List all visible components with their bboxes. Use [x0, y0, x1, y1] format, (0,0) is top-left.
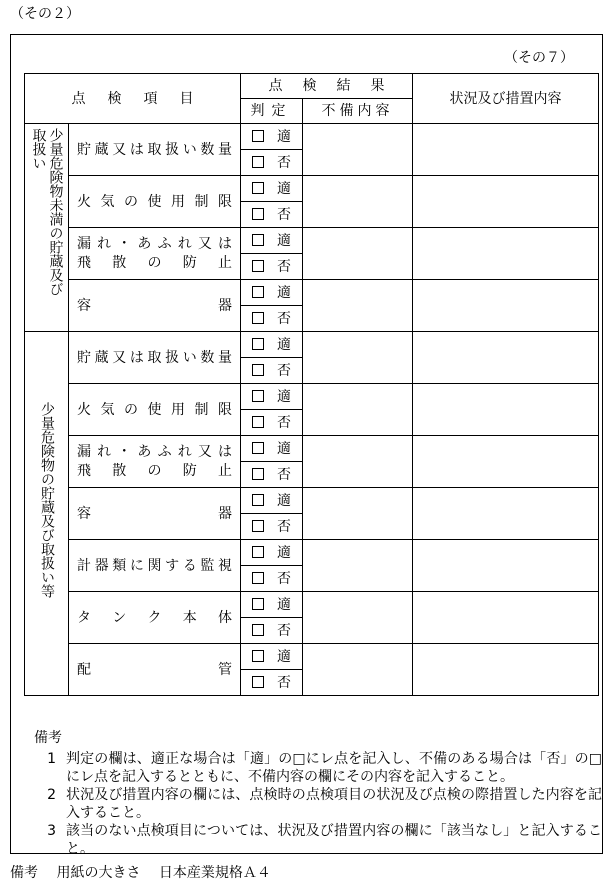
inspection-item-cell — [69, 488, 241, 540]
judge-ok-label: 適 — [277, 232, 291, 249]
inspection-item-cell — [69, 124, 241, 176]
judge-ok-cell — [241, 228, 303, 254]
defect-content-field[interactable] — [303, 488, 413, 540]
judge-ng-checkbox[interactable] — [252, 364, 264, 376]
header-inspection-result: 点検結果 — [241, 74, 413, 99]
judge-ok-checkbox[interactable] — [252, 286, 264, 298]
judge-ng-cell — [241, 306, 303, 332]
defect-content-field[interactable] — [303, 644, 413, 696]
judge-ng-label: 否 — [277, 154, 291, 171]
defect-content-field[interactable] — [303, 228, 413, 280]
inspection-item-cell — [69, 540, 241, 592]
judge-ng-checkbox[interactable] — [252, 312, 264, 324]
group-label — [30, 128, 64, 323]
judge-ng-checkbox[interactable] — [252, 468, 264, 480]
status-measures-field[interactable] — [413, 332, 599, 384]
judge-ng-label: 否 — [277, 570, 291, 587]
judge-ok-label: 適 — [277, 648, 291, 665]
judge-ok-cell — [241, 332, 303, 358]
footer-text: 用紙の大きさ — [56, 865, 141, 881]
inspection-item-label: 配 管 — [77, 661, 232, 678]
paper-size-note — [10, 862, 271, 882]
status-measures-field[interactable] — [413, 436, 599, 488]
judge-ng-checkbox[interactable] — [252, 156, 264, 168]
judge-ng-cell — [241, 514, 303, 540]
inspection-item-label: タ ン ク 本 体 — [77, 609, 232, 626]
note-number: 1 — [47, 751, 56, 767]
group-label-cell — [25, 332, 69, 696]
judge-ng-cell — [241, 618, 303, 644]
status-measures-field[interactable] — [413, 228, 599, 280]
header-defect: 不備内容 — [303, 99, 413, 124]
judge-ok-label: 適 — [277, 440, 291, 457]
judge-ok-checkbox[interactable] — [252, 650, 264, 662]
status-measures-field[interactable] — [413, 384, 599, 436]
judge-ok-checkbox[interactable] — [252, 338, 264, 350]
judge-ng-cell — [241, 254, 303, 280]
group-label-cell — [25, 124, 69, 332]
judge-ng-checkbox[interactable] — [252, 520, 264, 532]
judge-ok-cell — [241, 384, 303, 410]
inspection-item-label: 飛 散 の 防 止 — [77, 462, 232, 479]
header-inspection-item: 点検項目 — [25, 74, 241, 124]
inspection-item-cell — [69, 644, 241, 696]
inspection-item-cell — [69, 176, 241, 228]
defect-content-field[interactable] — [303, 436, 413, 488]
judge-ng-checkbox[interactable] — [252, 676, 264, 688]
inspection-item-cell — [69, 384, 241, 436]
status-measures-field[interactable] — [413, 176, 599, 228]
notes-title: 備考 — [34, 730, 62, 746]
status-measures-field[interactable] — [413, 488, 599, 540]
group-label-line: 取扱い — [30, 128, 47, 170]
judge-ok-checkbox[interactable] — [252, 598, 264, 610]
judge-ng-label: 否 — [277, 466, 291, 483]
judge-ok-cell — [241, 436, 303, 462]
sheet-number-label: （その７） — [504, 50, 574, 66]
inspection-item-label: 漏 れ ・ あ ふ れ 又 は — [77, 443, 232, 460]
defect-content-field[interactable] — [303, 384, 413, 436]
judge-ng-checkbox[interactable] — [252, 416, 264, 428]
judge-ok-checkbox[interactable] — [252, 182, 264, 194]
inspection-item-cell — [69, 280, 241, 332]
status-measures-field[interactable] — [413, 644, 599, 696]
judge-ok-cell — [241, 280, 303, 306]
notes-section — [34, 729, 602, 858]
judge-ok-cell — [241, 488, 303, 514]
judge-ng-cell — [241, 150, 303, 176]
judge-ng-cell — [241, 202, 303, 228]
group-label-line: 少量危険物未満の貯蔵及び — [47, 128, 64, 296]
judge-ng-label: 否 — [277, 362, 291, 379]
judge-ok-cell — [241, 592, 303, 618]
note-item — [34, 750, 602, 786]
judge-ok-checkbox[interactable] — [252, 442, 264, 454]
inspection-item-label: 計 器 類 に 関 す る 監 視 — [77, 557, 232, 574]
judge-ok-label: 適 — [277, 128, 291, 145]
note-number: 2 — [47, 787, 56, 803]
status-measures-field[interactable] — [413, 280, 599, 332]
note-number: 3 — [47, 823, 56, 839]
judge-ok-label: 適 — [277, 180, 291, 197]
footer-label: 備考 — [10, 865, 38, 881]
inspection-item-label: 容 器 — [77, 297, 232, 314]
judge-ng-cell — [241, 566, 303, 592]
note-item — [34, 786, 602, 822]
judge-ng-checkbox[interactable] — [252, 260, 264, 272]
form-frame — [10, 34, 603, 857]
judge-ok-cell — [241, 176, 303, 202]
judge-ng-checkbox[interactable] — [252, 572, 264, 584]
judge-ok-cell — [241, 644, 303, 670]
inspection-item-label: 貯 蔵 又 は 取 扱 い 数 量 — [77, 349, 232, 366]
judge-ng-label: 否 — [277, 518, 291, 535]
judge-ng-checkbox[interactable] — [252, 208, 264, 220]
inspection-table — [24, 73, 599, 696]
note-text: 状況及び措置内容の欄には、点検時の点検項目の状況及び点検の際措置した内容を記入すること。 — [66, 787, 602, 821]
judge-ok-label: 適 — [277, 388, 291, 405]
judge-ng-cell — [241, 358, 303, 384]
judge-ok-label: 適 — [277, 336, 291, 353]
judge-ng-label: 否 — [277, 206, 291, 223]
group-label: 少量危険物の貯蔵及び取扱い等 — [39, 402, 55, 598]
defect-content-field[interactable] — [303, 332, 413, 384]
status-measures-field[interactable] — [413, 592, 599, 644]
judge-ok-checkbox[interactable] — [252, 494, 264, 506]
judge-ng-cell — [241, 410, 303, 436]
defect-content-field[interactable] — [303, 176, 413, 228]
judge-ok-checkbox[interactable] — [252, 546, 264, 558]
status-measures-field[interactable] — [413, 124, 599, 176]
defect-content-field[interactable] — [303, 280, 413, 332]
note-item — [34, 822, 602, 858]
inspection-item-label: 貯 蔵 又 は 取 扱 い 数 量 — [77, 141, 232, 158]
judge-ok-label: 適 — [277, 492, 291, 509]
defect-content-field[interactable] — [303, 592, 413, 644]
status-measures-field[interactable] — [413, 540, 599, 592]
page-number-label: （その２） — [10, 6, 80, 22]
judge-ng-label: 否 — [277, 622, 291, 639]
defect-content-field[interactable] — [303, 540, 413, 592]
inspection-item-label: 飛 散 の 防 止 — [77, 254, 232, 271]
inspection-item-cell — [69, 332, 241, 384]
judge-ng-cell — [241, 670, 303, 696]
inspection-item-label: 火 気 の 使 用 制 限 — [77, 193, 232, 210]
judge-ng-cell — [241, 462, 303, 488]
header-judge: 判定 — [241, 99, 303, 124]
judge-ok-cell — [241, 540, 303, 566]
judge-ng-checkbox[interactable] — [252, 624, 264, 636]
inspection-item-label: 火 気 の 使 用 制 限 — [77, 401, 232, 418]
footer-standard: 日本産業規格Ａ４ — [158, 865, 271, 881]
judge-ok-label: 適 — [277, 544, 291, 561]
note-text: 該当のない点検項目については、状況及び措置内容の欄に「該当なし」と記入すること。 — [66, 823, 602, 857]
judge-ok-checkbox[interactable] — [252, 234, 264, 246]
judge-ok-cell — [241, 124, 303, 150]
judge-ng-label: 否 — [277, 414, 291, 431]
note-text: 判定の欄は、適正な場合は「適」の□にレ点を記入し、不備のある場合は「否」の□にレ点を記入するとともに、不備内容の欄にその内容を記入すること。 — [66, 751, 602, 785]
header-status-measures: 状況及び措置内容 — [413, 74, 599, 124]
inspection-item-cell — [69, 228, 241, 280]
inspection-item-label: 漏 れ ・ あ ふ れ 又 は — [77, 235, 232, 252]
inspection-item-label: 容 器 — [77, 505, 232, 522]
judge-ok-checkbox[interactable] — [252, 390, 264, 402]
inspection-item-cell — [69, 436, 241, 488]
defect-content-field[interactable] — [303, 124, 413, 176]
judge-ng-label: 否 — [277, 674, 291, 691]
judge-ok-label: 適 — [277, 284, 291, 301]
judge-ok-checkbox[interactable] — [252, 130, 264, 142]
judge-ok-label: 適 — [277, 596, 291, 613]
judge-ng-label: 否 — [277, 258, 291, 275]
judge-ng-label: 否 — [277, 310, 291, 327]
inspection-item-cell — [69, 592, 241, 644]
